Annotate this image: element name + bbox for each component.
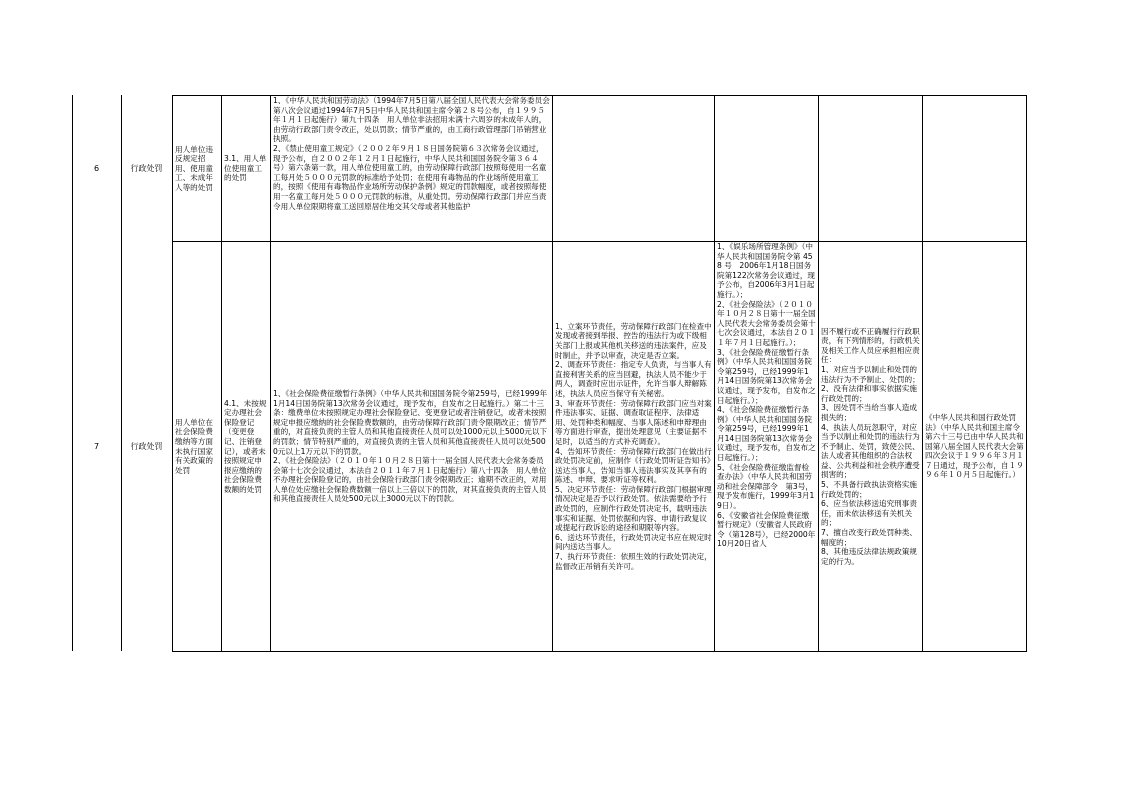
row7-category: 行政处罚	[130, 442, 163, 451]
row6-legal-basis	[271, 96, 553, 242]
row6-legal-basis-text: 1、《中华人民共和国劳动法》（1994年7月5日第八届全国人民代表大会常务委员会第八次会议通过1994年7月5日中华人民共和国主席令第２８号公布，自１９９５年１月１日起施行）第九十四条 用人单位非法招用未满十六周岁的未成年人的，由劳动行政部门责令改正，处以罚款；情节严重的，由工商行政管理部门吊销营业执照。 2、《禁止使用童工规定》（２００２年９月１８日国务院第６３次常务会议通过，现予公布，自２００２年１２月１日起施行，中华人民共和国国务院令第３６４号）第六条第一款，用人单位使用童工的，由劳动保障行政部门按照每使用一名童工每月处５０００元罚款的标准给予处罚；在使用有毒物品的作业场所使用童工的，按照《使用有毒物品作业场所劳动保护条例》规定的罚款幅度，或者按照每使用一名童工每月处５０００元罚款的标准，从重处罚。劳动保障行政部门并应当责令用人单位限期将童工送回原居住地交其父母或者其他监护	[273, 96, 550, 211]
row6-sub-item: 3.1、用人单位使用童工的处罚	[222, 96, 271, 242]
row6-responsibility	[553, 96, 715, 242]
row7-resp-basis	[715, 242, 819, 652]
row6-item: 用人单位违反规定招用、使用童工、未成年人等的处罚	[173, 96, 222, 242]
row7-item: 用人单位在社会保险费缴纳等方面未执行国家有关政策的处罚	[173, 242, 222, 652]
row7-sub-item: 4.1、未按规定办理社会保险登记（变更登记、注销登记），或者未按照规定申报应缴纳的社会保险费数额的处罚	[222, 242, 271, 652]
row6-category: 行政处罚	[130, 164, 163, 173]
power-list-table	[172, 95, 1027, 652]
row7-responsibility-text: 1、立案环节责任，劳动保障行政部门在检查中发现或者接到举报、控告的违法行为或下级相关部门上报或其他机关移送的违法案件，应及时制止，并予以审查，决定是否立案。 2、调查环节责任：指定专人负责，与当事人有直接利害关系的应当回避，执法人员不能少于两人，调查时应出示证件，允许当事人辩解陈述，执法人员应当保守有关秘密。 3、审查环节责任：劳动保障行政部门应当对案件违法事实、证据、调查取证程序、法律适用、处罚种类和幅度、当事人陈述和申辩理由等方面进行审查，提出处理意见（主要证据不足时，以适当的方式补充调查）。 4、告知环节责任：劳动保障行政部门在做出行政处罚决定前，应制作《行政处罚听证告知书》送达当事人，告知当事人违法事实及其享有的陈述、申辩、要求听证等权利。 5、决定环节责任：劳动保障行政部门根据审理情况决定是否予以行政处罚。依法需要给予行政处罚的，应制作行政处罚决定书，载明违法事实和证据、处罚依据和内容、申请行政复议或提起行政诉讼的途径和期限等内容。 6、送达环节责任，行政处罚决定书应在规定时间内送达当事人。 7、执行环节责任：依照生效的行政处罚决定，监督改正吊销有关许可。	[555, 321, 712, 571]
row7-number: 7	[93, 442, 100, 451]
outer-line-left	[72, 95, 73, 651]
row7-resp-basis-text: 1、《娱乐场所管理条例》（中华人民共和国国务院令第 458 号 2006年1月18日国务院第122次常务会议通过，现予公布，自2006年3月1日起施行。）； 2、《社会保险法》（２０１０年１０月２８日第十一届全国人民代表大会常务委员会第十七次会议通过，本法自２０１１年７月１日起施行。）； 3、《社会保险费征缴暂行条例》（中华人民共和国国务院令第259号，已经1999年1月14日国务院第13次常务会议通过，现予发布，自发布之日起施行。）； 4、《社会保险费征缴暂行条例》（中华人民共和国国务院令第259号，已经1999年1月14日国务院第13次常务会议通过，现予发布，自发布之日起施行。）； 5、《社会保险费征缴监督检查办法》（中华人民共和国劳动和社会保障部令 第3号，现予发布施行，1999年3月19日）。 6、《安徽省社会保险费征缴暂行规定》（安徽省人民政府令（第128号），已经2000年10月20日省人	[717, 242, 816, 549]
row7-legal-basis	[271, 242, 553, 652]
row7-legal-basis-text: 1、《社会保险费征缴暂行条例》（中华人民共和国国务院令第259号，已经1999年1月14日国务院第13次常务会议通过，现予发布，自发布之日起施行。）第二十三条：缴费单位未按照规定办理社会保险登记、变更登记或者注销登记，或者未按照规定申报应缴纳的社会保险费数额的，由劳动保障行政部门责令限期改正；情节严重的，对直接负责的主管人员和其他直接责任人员可以处1000元以上5000元以下的罚款；情节特别严重的，对直接负责的主管人员和其他直接责任人员可以处5000元以上1万元以下的罚款。 2、《社会保险法》（２０１０年１０月２８日第十一届全国人民代表大会常务委员会第十七次会议通过，本法自２０１１年７月１日起施行）第八十四条 用人单位不办理社会保险登记的，由社会保险行政部门责令限期改正；逾期不改正的，对用人单位处应缴社会保险费数额一倍以上三倍以下的罚款，对其直接负责的主管人员和其他直接责任人员处500元以上3000元以下的罚款。	[273, 388, 548, 504]
row7-accountability-text: 因不履行或不正确履行行政职责，有下列情形的，行政机关及相关工作人员应承担相应责任： 1、对应当予以制止和处罚的违法行为不予制止、处罚的； 2、没有法律和事实依据实施行政处罚的； 3、因处罚不当给当事人造成损失的； 4、执法人员玩忽职守，对应当予以制止和处罚的违法行为不予制止、处罚，致使公民、法人或者其他组织的合法权益、公共利益和社会秩序遭受损害的； 5、不具备行政执法资格实施行政处罚的； 6、应当依法移送追究刑事责任，而未依法移送有关机关的； 7、擅自改变行政处罚种类、幅度的； 8、其他违反法律法规政策规定的行为。	[821, 326, 920, 566]
row6-acc-basis	[923, 96, 1027, 242]
row6-accountability	[819, 96, 923, 242]
row6-number: 6	[93, 164, 100, 173]
table-row	[173, 242, 1027, 652]
row7-responsibility	[553, 242, 715, 652]
row7-acc-basis	[923, 242, 1027, 652]
row7-accountability	[819, 242, 923, 652]
table-row	[173, 96, 1027, 242]
row6-resp-basis	[715, 96, 819, 242]
row7-acc-basis-text: 《中华人民共和国行政处罚法》（中华人民共和国主席令第六十三号已由中华人民共和国第八届全国人民代表大会第四次会议于１９９６年３月１７日通过，现予公布，自１９９６年１０月５日起施行。）	[925, 412, 1024, 480]
outer-line-mid	[121, 95, 122, 651]
